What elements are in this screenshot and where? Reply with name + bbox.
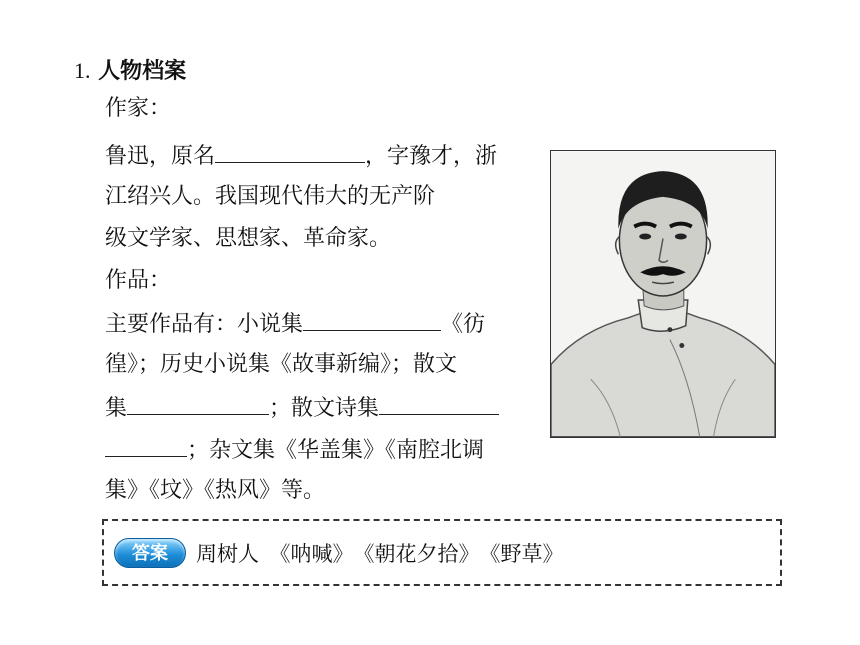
answer-box (102, 519, 782, 586)
answer-text: 周树人 《呐喊》 《朝花夕拾》 《野草》 (196, 542, 564, 566)
section-title: 人物档案 (98, 58, 187, 84)
blank-novel-collection[interactable] (303, 308, 441, 331)
answer-badge[interactable]: 答案 (114, 538, 186, 568)
portrait-photo (550, 150, 776, 438)
section-heading (74, 56, 186, 86)
text-line-1a: 鲁迅，原名 (105, 144, 216, 169)
portrait-sketch-icon (551, 151, 775, 437)
section-number: 1. (74, 58, 91, 83)
text-line-7b: ；散文诗集 (269, 396, 380, 421)
text-line-5a: 主要作品有：小说集 (105, 312, 304, 337)
text-line-5b: 《彷 (441, 312, 486, 337)
author-label: 作家： (105, 96, 172, 121)
text-line-7 (105, 392, 499, 424)
text-line-2: 江绍兴人。我国现代伟大的无产阶 (105, 184, 436, 209)
text-line-3: 级文学家、思想家、革命家。 (105, 226, 392, 251)
blank-prose-poem-collection[interactable] (379, 392, 499, 415)
blank-prose-poem-collection-cont[interactable] (105, 434, 187, 457)
text-line-7a: 集 (105, 396, 128, 421)
text-line-8 (105, 434, 484, 466)
text-line-1b: ，字豫才，浙 (365, 144, 498, 169)
blank-original-name[interactable] (215, 140, 365, 163)
text-line-1 (105, 140, 497, 172)
text-line-9: 集》《坟》《热风》等。 (105, 478, 326, 503)
works-label: 作品： (105, 268, 172, 293)
text-line-6: 徨》；历史小说集《故事新编》；散文 (105, 352, 458, 377)
text-line-5 (105, 308, 485, 340)
text-line-8a: ；杂文集《华盖集》《南腔北调 (187, 438, 485, 463)
blank-essay-collection[interactable] (127, 392, 269, 415)
